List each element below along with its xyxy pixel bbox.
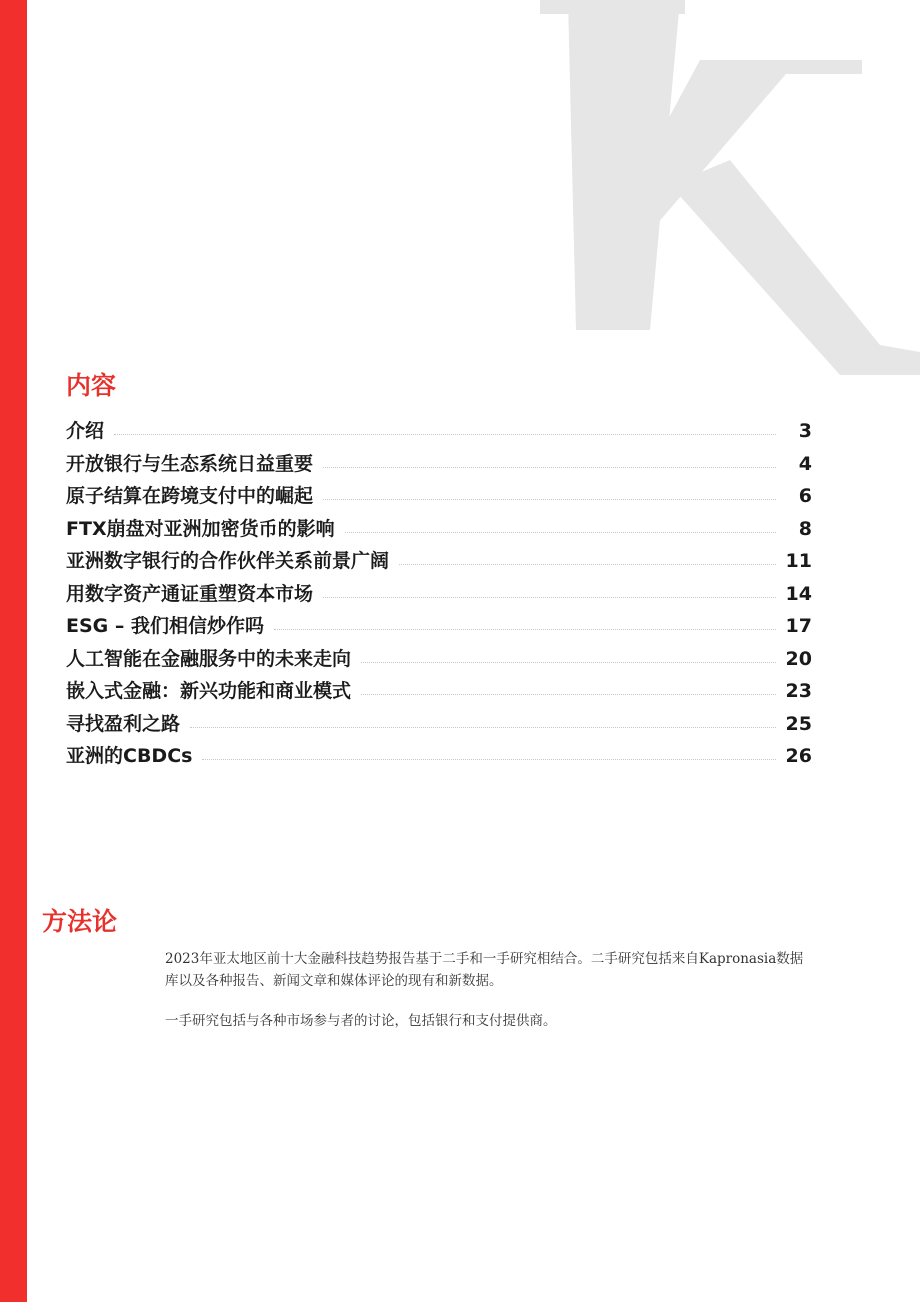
toc-entry-label: 介绍 — [66, 420, 105, 442]
dot-leader — [114, 434, 776, 435]
toc-entry-label: 开放银行与生态系统日益重要 — [66, 452, 314, 475]
toc-entry-page: 20 — [785, 647, 812, 670]
toc-entry[interactable] — [66, 579, 812, 612]
toc-entry-label: 寻找盈利之路 — [66, 712, 181, 735]
toc-entry-page: 11 — [785, 550, 812, 572]
dot-leader — [361, 662, 776, 663]
dot-leader — [323, 467, 776, 468]
toc-entry[interactable] — [66, 741, 812, 774]
dot-leader — [274, 629, 776, 630]
toc-entry-label: 嵌入式金融：新兴功能和商业模式 — [66, 680, 352, 702]
toc-entry-page: 8 — [798, 517, 812, 540]
dot-leader — [361, 694, 776, 695]
toc-entry-label: 用数字资产通证重塑资本市场 — [66, 582, 314, 605]
toc-entry-label: 原子结算在跨境支付中的崛起 — [66, 485, 314, 507]
dot-leader — [345, 532, 776, 533]
toc-entry-page: 3 — [798, 420, 812, 442]
left-accent-bar — [0, 0, 27, 1302]
toc-entry-page: 25 — [785, 712, 812, 735]
methodology-paragraph: 2023年亚太地区前十大金融科技趋势报告基于二手和一手研究相结合。二手研究包括来自Kapronasia数据库以及各种报告、新闻文章和媒体评论的现有和新数据。 — [165, 951, 804, 989]
toc-entry-page: 4 — [798, 452, 812, 475]
toc-entry[interactable] — [66, 416, 812, 449]
methodology-body — [165, 948, 810, 1050]
dot-leader — [202, 759, 775, 760]
watermark-k-logo — [540, 0, 920, 375]
table-of-contents — [66, 416, 812, 774]
toc-entry-label: 亚洲数字银行的合作伙伴关系前景广阔 — [66, 550, 390, 572]
toc-entry-label: 人工智能在金融服务中的未来走向 — [66, 647, 352, 670]
methodology-heading: 方法论 — [42, 907, 118, 936]
toc-entry[interactable] — [66, 676, 812, 709]
methodology-paragraph: 一手研究包括与各种市场参与者的讨论，包括银行和支付提供商。 — [165, 1013, 557, 1029]
toc-entry[interactable] — [66, 481, 812, 514]
toc-entry-label: ESG – 我们相信炒作吗 — [66, 615, 264, 637]
toc-entry-page: 6 — [798, 485, 812, 507]
toc-entry[interactable] — [66, 546, 812, 579]
dot-leader — [323, 499, 776, 500]
toc-entry-page: 17 — [785, 615, 812, 637]
dot-leader — [323, 597, 776, 598]
toc-heading: 内容 — [66, 371, 117, 400]
toc-entry-page: 23 — [785, 680, 812, 702]
toc-entry-label: 亚洲的CBDCs — [66, 745, 193, 767]
toc-entry[interactable] — [66, 644, 812, 677]
toc-entry[interactable] — [66, 611, 812, 644]
toc-entry[interactable] — [66, 514, 812, 547]
dot-leader — [399, 564, 776, 565]
toc-entry[interactable] — [66, 449, 812, 482]
toc-entry[interactable] — [66, 709, 812, 742]
toc-entry-page: 14 — [785, 582, 812, 605]
toc-entry-page: 26 — [785, 745, 812, 767]
toc-entry-label: FTX崩盘对亚洲加密货币的影响 — [66, 517, 335, 540]
dot-leader — [190, 727, 776, 728]
